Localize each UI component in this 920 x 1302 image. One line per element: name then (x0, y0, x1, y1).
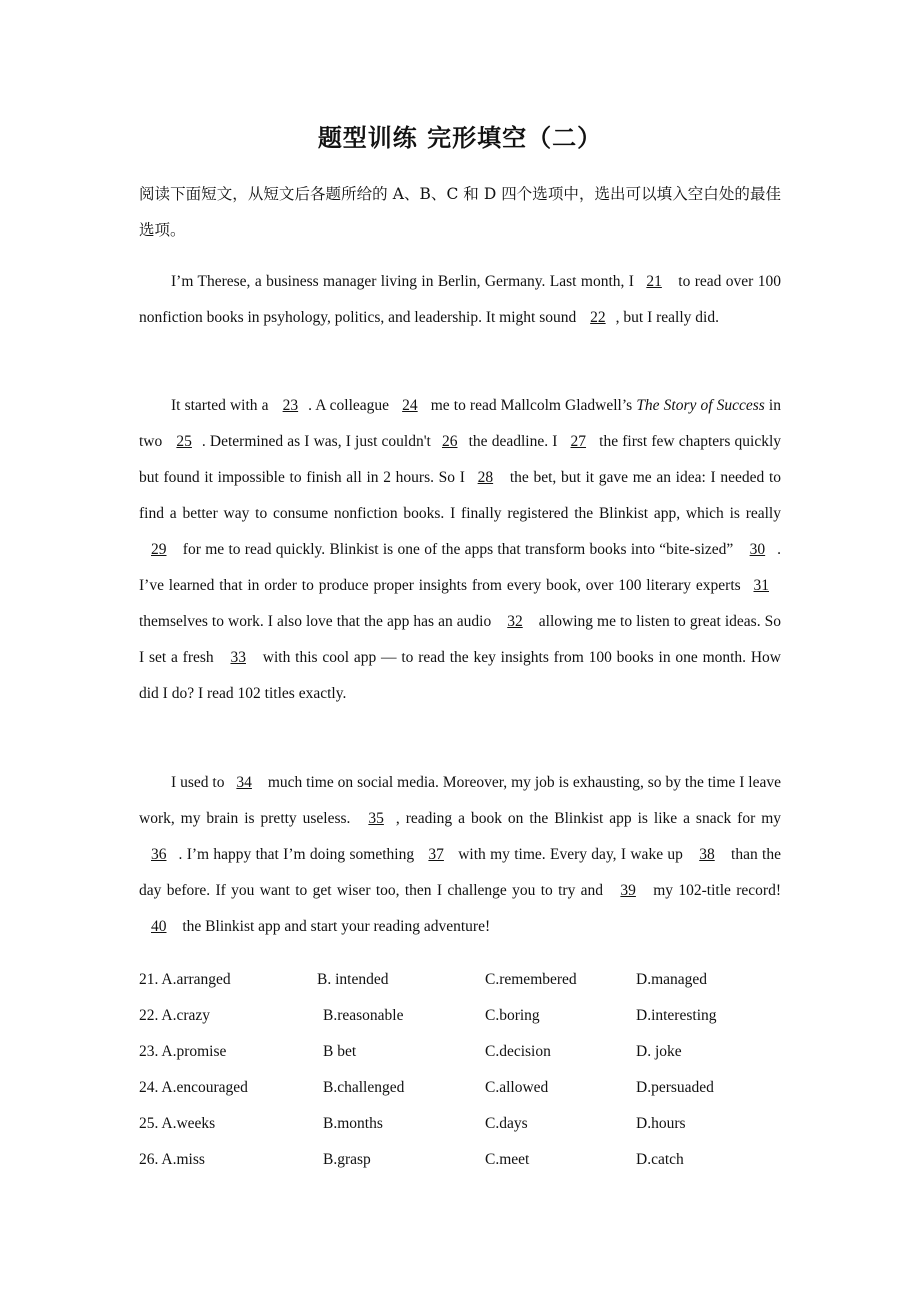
blank-35: 35 (368, 810, 384, 827)
option-b: B.grasp (323, 1151, 371, 1168)
option-row-23 (139, 1034, 781, 1070)
option-c: C.remembered (485, 971, 577, 988)
option-d: D.managed (636, 971, 708, 988)
option-b: B.reasonable (323, 1007, 404, 1024)
blank-30: 30 (749, 541, 766, 558)
passage-text: . A colleague (308, 397, 394, 414)
passage-text: with this cool app — to read the key insights from 100 books in one month. How did I do? I read 102 titles exactly. (139, 649, 781, 702)
passage-text: for me to read quickly. Blinkist is one of the apps that transform books into “bite-sized” (178, 541, 738, 558)
passage-text: the deadline. I (464, 433, 562, 450)
blank-36: 36 (151, 846, 167, 863)
passage-text: allowing me to listen to great ideas. So I set a fresh (139, 613, 781, 666)
blank-29: 29 (151, 541, 167, 558)
passage-text: I’m Therese, a business manager living in Berlin, Germany. Last month, I (171, 273, 639, 290)
option-c: C.meet (485, 1151, 530, 1168)
option-b: B.months (323, 1115, 383, 1132)
passage-paragraph-1 (139, 264, 781, 336)
passage-text: to read over 100 nonfiction books in psyhology, politics, and leadership. It might sound (139, 273, 781, 326)
option-b: B bet (323, 1043, 357, 1060)
option-c: C.days (485, 1115, 528, 1132)
option-row-25 (139, 1106, 781, 1142)
passage-text: , but I really did. (615, 309, 719, 326)
passage-text: than the day before. If you want to get wiser too, then I challenge you to try and (139, 846, 781, 899)
passage-text: my 102-title record! (647, 882, 781, 899)
option-d: D.persuaded (636, 1079, 714, 1096)
blank-24: 24 (402, 397, 418, 414)
blank-25: 25 (176, 433, 192, 450)
option-b: B. intended (317, 971, 389, 988)
blank-21: 21 (646, 273, 662, 290)
page-title: 题型训练 完形填空（二） (317, 123, 603, 152)
option-a: 22. A.crazy (139, 1007, 211, 1024)
option-a: 21. A.arranged (139, 971, 231, 988)
option-b: B.challenged (323, 1079, 405, 1096)
passage-text: me to read Mallcolm Gladwell’s (426, 397, 637, 414)
blank-33: 33 (230, 649, 246, 666)
option-row-26 (139, 1142, 781, 1178)
option-a: 24. A.encouraged (139, 1079, 248, 1096)
option-a: 23. A.promise (139, 1043, 227, 1060)
passage-text: . I’ve learned that in order to produce proper insights from every book, over 100 literary experts (139, 541, 781, 594)
passage-text: I used to (171, 774, 229, 791)
option-d: D.catch (636, 1151, 684, 1168)
option-a: 25. A.weeks (139, 1115, 216, 1132)
passage-text: much time on social media. Moreover, my job is exhausting, so by the time I leave work, my brain is pretty useless. (139, 774, 782, 827)
book-title: The Story of Success (636, 397, 765, 414)
passage-text: themselves to work. I also love that the app has an audio (139, 613, 496, 630)
option-a: 26. A.miss (139, 1151, 205, 1168)
blank-22: 22 (590, 309, 606, 326)
passage-text: the bet, but it gave me an idea: I needed to find a better way to consume nonfiction books. I finally registered the Blinkist app, which is really (139, 469, 781, 522)
blank-28: 28 (477, 469, 494, 486)
passage-text: It started with a (171, 397, 273, 414)
answer-options (139, 962, 781, 1178)
blank-40: 40 (151, 918, 167, 935)
blank-38: 38 (699, 846, 715, 863)
blank-23: 23 (282, 397, 299, 414)
passage-text: . Determined as I was, I just couldn't (201, 433, 435, 450)
passage-text: with my time. Every day, I wake up (453, 846, 688, 863)
option-row-22 (139, 998, 781, 1034)
blank-32: 32 (507, 613, 523, 630)
blank-26: 26 (441, 433, 458, 450)
passage-text: . I’m happy that I’m doing something (178, 846, 419, 863)
option-c: C.boring (485, 1007, 540, 1024)
passage-paragraph-3 (139, 765, 781, 945)
blank-27: 27 (570, 433, 587, 450)
passage-text: , reading a book on the Blinkist app is like a snack for my (395, 810, 781, 827)
passage-text: the first few chapters quickly but found it impossible to finish all in 2 hours. So I (139, 433, 782, 486)
option-row-24 (139, 1070, 781, 1106)
passage-text: in two (139, 397, 781, 450)
blank-34: 34 (236, 774, 252, 791)
option-d: D.interesting (636, 1007, 717, 1024)
instructions: 阅读下面短文，从短文后各题所给的 A、B、C 和 D 四个选项中，选出可以填入空白处的最佳选项。 (139, 185, 781, 239)
blank-39: 39 (620, 882, 636, 899)
option-c: C.decision (485, 1043, 551, 1060)
option-c: C.allowed (485, 1079, 549, 1096)
option-d: D.hours (636, 1115, 686, 1132)
option-row-21 (139, 962, 781, 998)
blank-37: 37 (428, 846, 444, 863)
blank-31: 31 (753, 577, 769, 594)
option-d: D. joke (636, 1043, 682, 1060)
passage-text: the Blinkist app and start your reading adventure! (178, 918, 491, 935)
passage-paragraph-2 (139, 388, 781, 712)
